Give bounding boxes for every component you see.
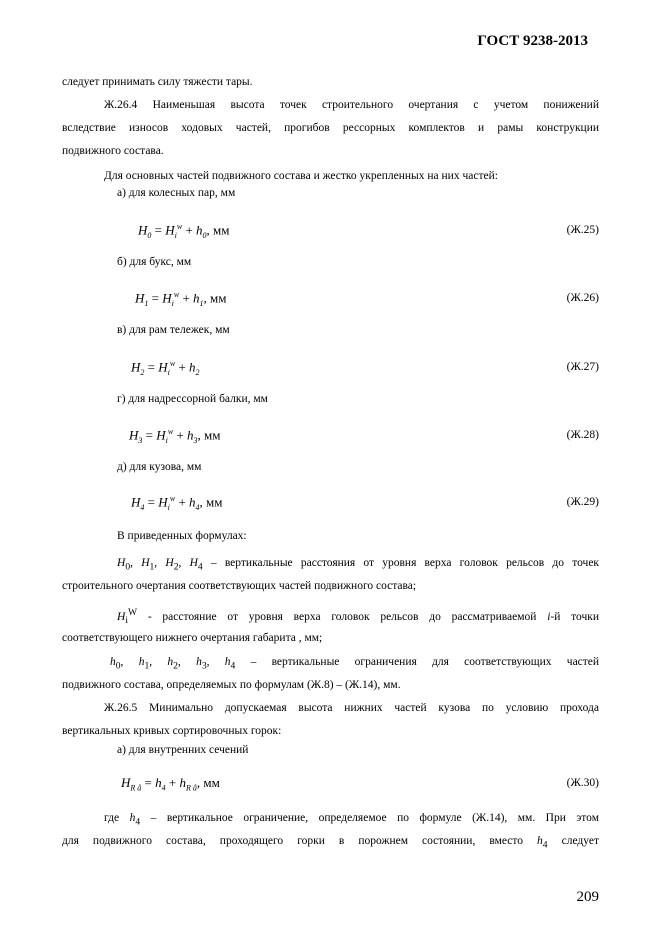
paragraph-given-formulas: В приведенных формулах: [117,530,247,542]
definition-h-values-line2: строительного очертания соответствующих частей подвижного состава; [62,580,417,592]
paragraph-26-4-line3: подвижного состава. [62,145,164,157]
formula-h4: $H_4 = H_i^w + h_4$, мм [131,494,223,512]
item-wheelsets: а) для колесных пар, мм [117,187,236,199]
item-internal-sections: а) для внутренних сечений [117,744,249,756]
equation-number-25: (Ж.25) [566,224,599,236]
formula-h3: $H_3 = H_i^w + h_3$, мм [129,427,221,445]
definition-h-values-line1: $H_0$, $H_1$, $H_2$, $H_4$ – вертикальные расстояния от уровня верха головок рельсов до точек [117,557,600,573]
item-car-body: д) для кузова, мм [117,461,202,473]
formula-h1: $H_1 = H_i^w + h_1$, мм [135,290,227,308]
formula-h0: $H_0 = H_i^w + h_0$, мм [138,222,230,240]
definition-hiw-line2: соответствующего нижнего очертания габарита , мм; [62,632,323,644]
paragraph-tare: следует принимать силу тяжести тары. [62,76,253,88]
equation-number-30: (Ж.30) [566,777,599,789]
paragraph-26-4-line2: вследствие износов ходовых частей, прогибов рессорных комплектов и рамы конструкции [62,122,599,134]
item-bogie-frames: в) для рам тележек, мм [117,324,230,336]
formula-h2: $H_2 = H_i^w + h_2$ [131,359,200,377]
equation-number-29: (Ж.29) [566,496,599,508]
equation-number-27: (Ж.27) [566,361,599,373]
paragraph-where-h4-line1: где $h_4$ – вертикальное ограничение, определяемое по формуле (Ж.14), мм. При этом [104,812,599,828]
paragraph-main-parts: Для основных частей подвижного состава и жестко укрепленных на них частей: [104,170,498,182]
item-axleboxes: б) для букс, мм [117,256,192,268]
equation-number-28: (Ж.28) [566,429,599,441]
paragraph-26-4-line1: Ж.26.4 Наименьшая высота точек строительного очертания с учетом понижений [104,99,599,111]
page-header-title: ГОСТ 9238-2013 [477,33,588,49]
page-number: 209 [576,889,599,905]
formula-hr-v: $H_{R â} = h_4 + h_{R â}$, мм [121,775,220,793]
paragraph-26-5-line1: Ж.26.5 Минимально допускаемая высота нижних частей кузова по условию прохода [104,702,599,714]
definition-hiw-line1: $H_i^W$ - расстояние от уровня верха головок рельсов до рассматриваемой i-й точки [117,607,600,627]
paragraph-26-5-line2: вертикальных кривых сортировочных горок: [62,725,282,737]
equation-number-26: (Ж.26) [566,292,599,304]
definition-h-small-line2: подвижного состава, определяемых по формулам (Ж.8) – (Ж.14), мм. [62,679,401,691]
item-bolster: г) для надрессорной балки, мм [117,393,268,405]
definition-h-small-line1: $h_0$, $h_1$, $h_2$, $h_3$, $h_4$ – вертикальные ограничения для соответствующих частей [110,656,600,672]
paragraph-where-h4-line2: для подвижного состава, проходящего горки в порожнем состоянии, вместо $h_4$ следует [62,835,600,851]
